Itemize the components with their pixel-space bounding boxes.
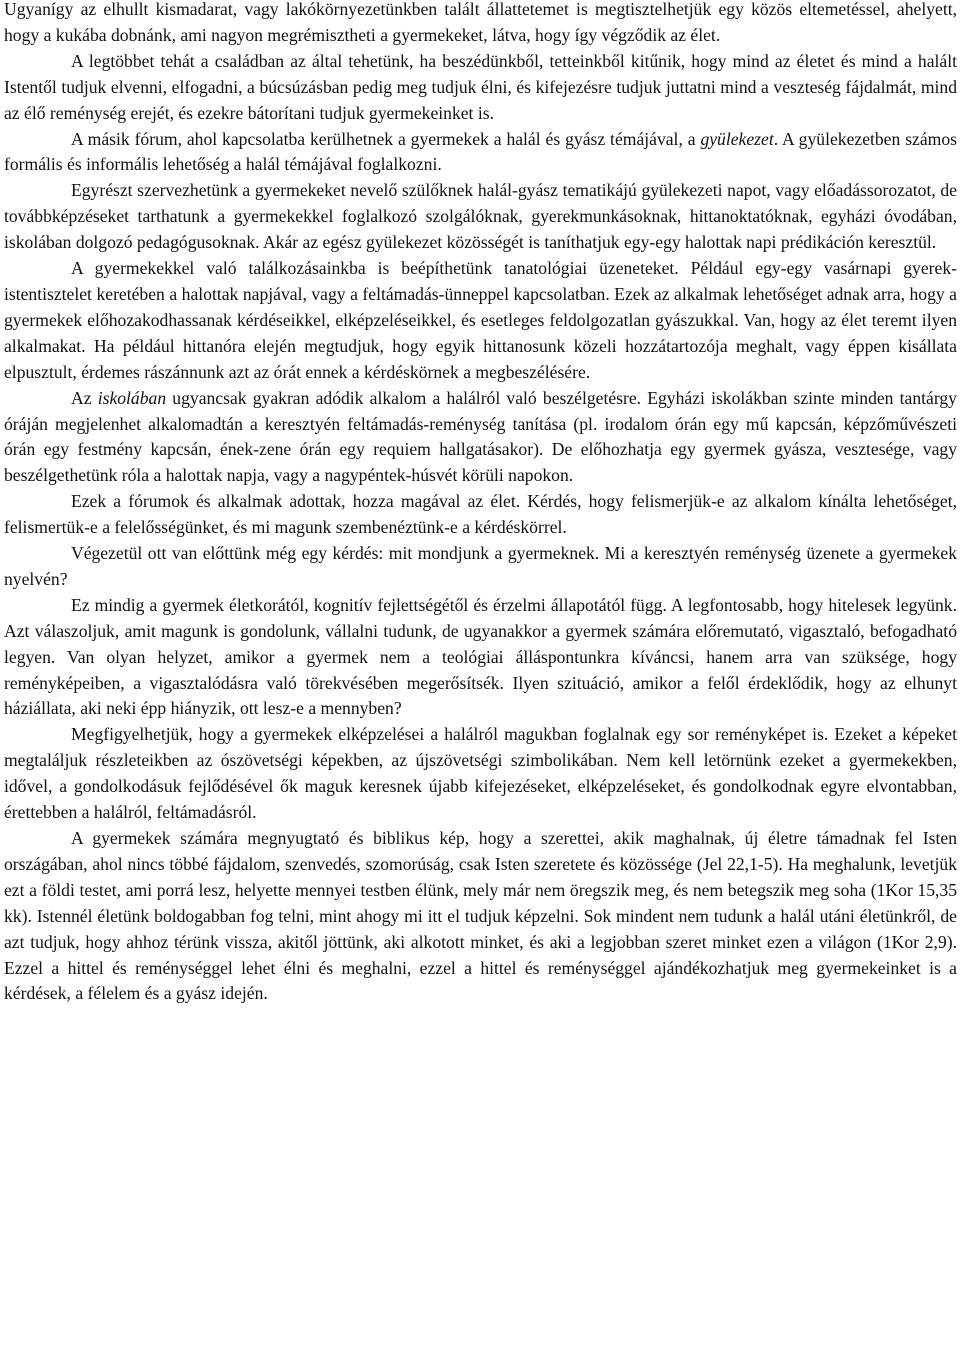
- paragraph-3: [4, 127, 957, 179]
- paragraph-10: Megfigyelhetjük, hogy a gyermekek elképzelései a halálról magukban foglalnak egy sor reményképet is. Ezeket a képeket megtaláljuk részleteikben az ószövetségi képekben, az újszövetségi szimbolikában. Nem kell letörnünk ezeket a gyermekekben, idővel, a gondolkodásuk fejlődésével ők maguk keresnek újabb kifejezéseket, elképzeléseket, és gondolkodnak egyre elvontabban, érettebben a halálról, feltámadásról.: [4, 724, 957, 823]
- paragraph-3-text-before: A másik fórum, ahol kapcsolatba kerülhetnek a gyermekek a halál és gyász témájával, a: [71, 128, 701, 149]
- paragraph-6-text-before: Az: [71, 387, 98, 408]
- emphasis-iskolaban: iskolában: [97, 387, 167, 408]
- paragraph-6-text-after: ugyancsak gyakran adódik alkalom a halálról való beszélgetésre. Egyházi iskolákban szinte minden tantárgy óráján megjelenhet alkalomadtán a keresztyén feltámadás-reménység tanítása (pl. irodalom órán egy mű kapcsán, képzőművészeti órán egy festmény kapcsán, ének-zene órán egy requiem hallgatásakor). De előhozhatja egy gyermek gyásza, vesztesége, vagy beszélgethetünk róla a halottak napja, vagy a nagypéntek-húsvét körüli napokon.: [4, 387, 957, 486]
- paragraph-4: Egyrészt szervezhetünk a gyermekeket nevelő szülőknek halál-gyász tematikájú gyülekezeti napot, vagy előadássorozatot, de továbbképzéseket tarthatunk a gyermekekkel foglalkozó szolgálóknak, gyerekmunkásoknak, hittanoktatóknak, egyházi óvodában, iskolában dolgozó pedagógusoknak. Akár az egész gyülekezet közösségét is taníthatjuk egy-egy halottak napi prédikáción keresztül.: [4, 180, 957, 253]
- emphasis-gyulekezet: gyülekezet: [700, 128, 774, 149]
- paragraph-2: A legtöbbet tehát a családban az által tehetünk, ha beszédünkből, tetteinkből kitűnik, hogy mind az életet és mind a halált Istentől tudjuk elvenni, elfogadni, a búcsúzásban pedig meg tudjuk élni, és kifejezésre tudjuk juttatni mind a veszteség fájdalmát, mind az élő reménység erejét, és ezekre bátorítani tudjuk gyermekeinket is.: [4, 50, 957, 123]
- paragraph-9: Ez mindig a gyermek életkorától, kognitív fejlettségétől és érzelmi állapotától függ. A legfontosabb, hogy hitelesek legyünk. Azt válaszoljuk, amit magunk is gondolunk, vállalni tudunk, de ugyanakkor a gyermek számára előremutató, vigasztaló, befogadható legyen. Van olyan helyzet, amikor a gyermek nem a teológiai álláspontunkra kíváncsi, hanem arra van szüksége, hogy reményképeiben, a vigasztalódásra való törekvésében megerősítsék. Ilyen szituáció, amikor a felől érdeklődik, hogy az elhunyt háziállata, aki neki épp hiányzik, ott lesz-e a mennyben?: [4, 594, 957, 719]
- paragraph-3-text-after: . A gyülekezetben számos formális és informális lehetőség a halál témájával foglalkozni.: [4, 128, 957, 175]
- paragraph-8: Végezetül ott van előttünk még egy kérdés: mit mondjunk a gyermeknek. Mi a keresztyén reménység üzenete a gyermekek nyelvén?: [4, 543, 957, 589]
- paragraph-6: [4, 386, 957, 490]
- paragraph-1: Ugyanígy az elhullt kismadarat, vagy lakókörnyezetünkben talált állattetemet is megtisztelhetjük egy közös eltemetéssel, ahelyett, hogy a kukába dobnánk, ami nagyon megrémisztheti a gyermekeket, látva, hogy így végződik az élet.: [4, 0, 957, 45]
- paragraph-11: A gyermekek számára megnyugtató és biblikus kép, hogy a szerettei, akik maghalnak, új életre támadnak fel Isten országában, ahol nincs többé fájdalom, szenvedés, szomorúság, csak Isten szeretete és közössége (Jel 22,1-5). Ha meghalunk, levetjük ezt a földi testet, ami porrá lesz, helyette mennyei testben élünk, mely már nem öregszik meg, és nem betegszik meg soha (1Kor 15,35 kk). Istennél életünk boldogabban fog telni, mint ahogy mi itt el tudjuk képzelni. Sok mindent nem tudunk a halál utáni életünkről, de azt tudjuk, hogy ahhoz térünk vissza, akitől jöttünk, aki alkotott minket, és aki a legjobban szeret minket ezen a világon (1Kor 2,9). Ezzel a hittel és reménységgel lehet élni és meghalni, ezzel a hittel és reménységgel ajándékozhatjuk meg gyermekeinket is a kérdések, a félelem és a gyász idején.: [4, 828, 957, 1004]
- paragraph-7: Ezek a fórumok és alkalmak adottak, hozza magával az élet. Kérdés, hogy felismerjük-e az alkalom kínálta lehetőséget, felismertük-e a felelősségünket, és mi magunk szembenéztünk-e a kérdéskörrel.: [4, 491, 957, 538]
- paragraph-5: A gyermekekkel való találkozásainkba is beépíthetünk tanatológiai üzeneteket. Például egy-egy vasárnapi gyerek-istentisztelet keretében a halottak napjával, vagy a feltámadás-ünneppel kapcsolatban. Ezek az alkalmak lehetőséget adnak arra, hogy a gyermekek előhozakodhassanak kérdéseikkel, elképzeléseikkel, és esetleges feldolgozatlan gyászukkal. Van, hogy az élet teremt ilyen alkalmakat. Ha például hittanóra elején megtudjuk, hogy egyik hittanosunk közeli hozzátartozója meghalt, vagy éppen kisállata elpusztult, érdemes rászánnunk azt az órát ennek a kérdéskörnek a megbeszélésére.: [4, 258, 957, 382]
